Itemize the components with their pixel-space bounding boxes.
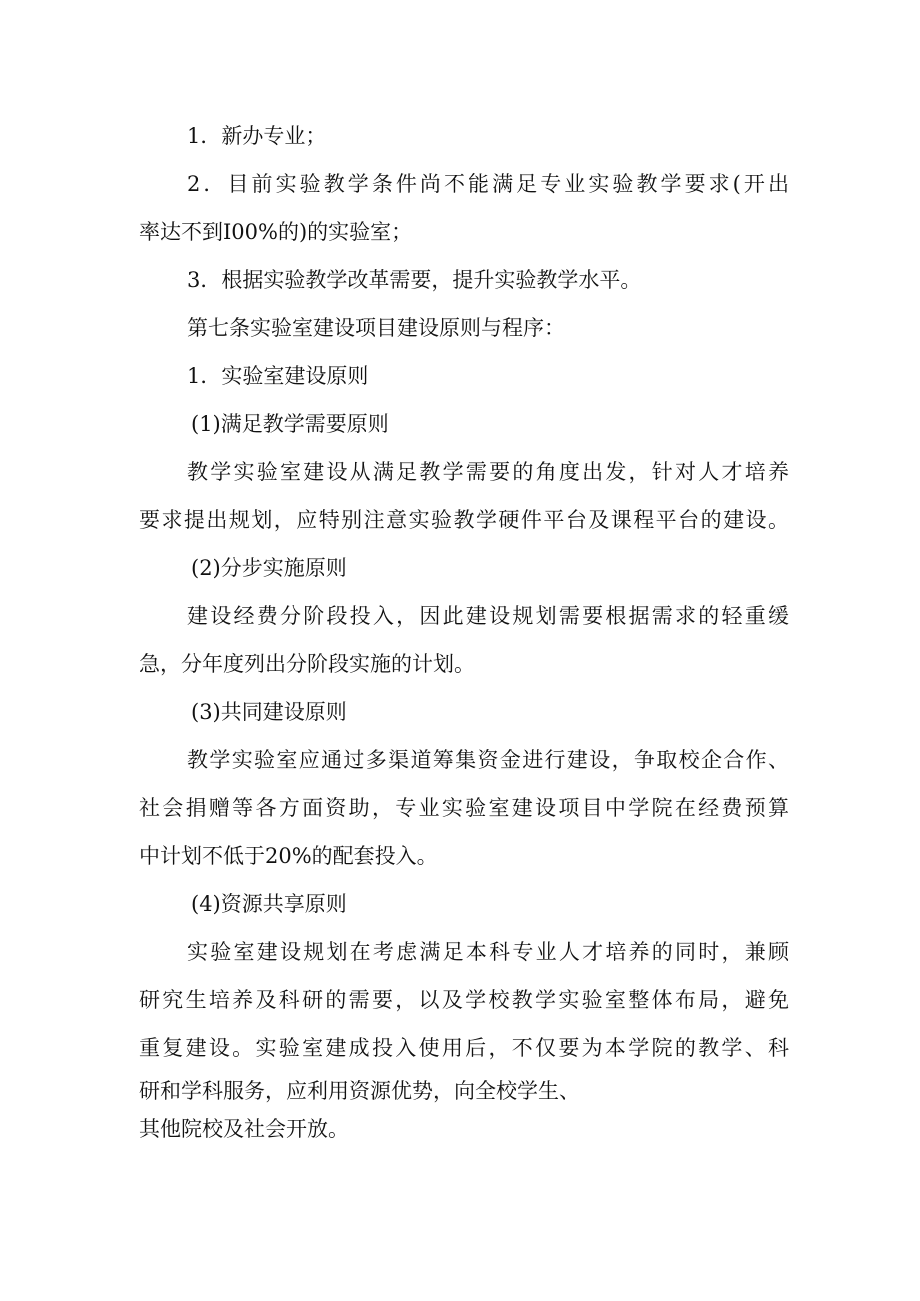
principle-4-text-line-1: 实验室建设规划在考虑满足本科专业人才培养的同时，兼顾	[187, 940, 789, 964]
principle-1-heading: (1)满足教学需要原则	[191, 412, 389, 436]
principle-3-text-line-3: 中计划不低于20%的配套投入。	[139, 844, 438, 868]
principle-4-text-line-5: 其他院校及社会开放。	[139, 1117, 349, 1141]
list-item-reform-needs: 3．根据实验教学改革需要，提升实验教学水平。	[187, 268, 642, 292]
list-item-insufficient-conditions-cont: 率达不到I00%的)的实验室；	[139, 220, 413, 244]
list-item-insufficient-conditions: 2．目前实验教学条件尚不能满足专业实验教学要求(开出	[187, 172, 789, 196]
principle-4-heading: (4)资源共享原则	[191, 892, 347, 916]
principle-3-heading: (3)共同建设原则	[191, 700, 347, 724]
document-body	[139, 112, 789, 1148]
principle-2-heading: (2)分步实施原则	[191, 556, 347, 580]
article-seven-heading: 第七条实验室建设项目建设原则与程序：	[187, 316, 565, 340]
principle-2-text-line-2: 急，分年度列出分阶段实施的计划。	[139, 652, 475, 676]
principle-4-text-line-2: 研究生培养及科研的需要，以及学校教学实验室整体布局，避免	[139, 988, 789, 1012]
principle-3-text-line-2: 社会捐赠等各方面资助，专业实验室建设项目中学院在经费预算	[139, 796, 789, 820]
principle-4-text-line-3: 重复建设。实验室建成投入使用后，不仅要为本学院的教学、科	[139, 1036, 789, 1060]
principle-1-text-line-2: 要求提出规划，应特别注意实验教学硬件平台及课程平台的建设。	[139, 508, 789, 532]
list-item-new-major: 1．新办专业；	[187, 124, 327, 148]
section-construction-principles: 1．实验室建设原则	[187, 364, 369, 388]
principle-4-text-line-4: 研和学科服务，应利用资源优势，向全校学生、	[139, 1079, 580, 1103]
principle-2-text-line-1: 建设经费分阶段投入，因此建设规划需要根据需求的轻重缓	[187, 604, 789, 628]
principle-1-text-line-1: 教学实验室建设从满足教学需要的角度出发，针对人才培养	[187, 460, 789, 484]
principle-3-text-line-1: 教学实验室应通过多渠道筹集资金进行建设，争取校企合作、	[187, 748, 789, 772]
